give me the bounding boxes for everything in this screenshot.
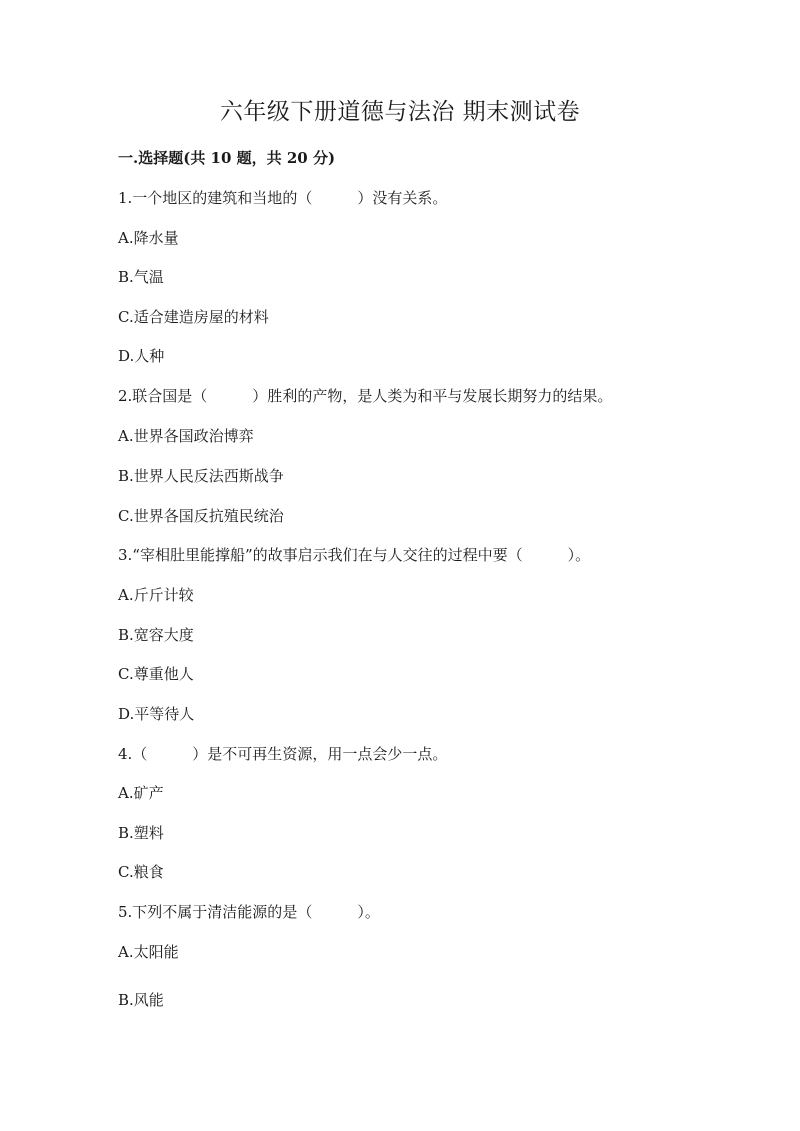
question-option: A.矿产 — [118, 784, 164, 802]
section-heading: 一.选择题(共 10 题，共 20 分) — [118, 149, 336, 167]
question-stem: 3.“宰相肚里能撑船”的故事启示我们在与人交往的过程中要（ ）。 — [118, 546, 591, 564]
question-option: C.尊重他人 — [118, 665, 194, 683]
question-option: C.粮食 — [118, 863, 164, 881]
question-option: A.斤斤计较 — [118, 586, 194, 604]
question-stem: 1.一个地区的建筑和当地的（ ）没有关系。 — [118, 189, 448, 207]
question-option: A.太阳能 — [118, 943, 179, 961]
question-option: B.世界人民反法西斯战争 — [118, 467, 284, 485]
question-option: C.世界各国反抗殖民统治 — [118, 507, 284, 525]
question-option: B.气温 — [118, 268, 164, 286]
question-stem: 4.（ ）是不可再生资源，用一点会少一点。 — [118, 745, 448, 763]
page-title: 六年级下册道德与法治 期末测试卷 — [219, 99, 581, 125]
question-option: B.塑料 — [118, 824, 164, 842]
question-stem: 2.联合国是（ ）胜利的产物，是人类为和平与发展长期努力的结果。 — [118, 387, 613, 405]
question-option: A.世界各国政治博弈 — [118, 427, 254, 445]
question-option: A.降水量 — [118, 229, 179, 247]
question-option: C.适合建造房屋的材料 — [118, 308, 269, 326]
question-option: D.人种 — [118, 347, 165, 365]
question-option: B.宽容大度 — [118, 626, 194, 644]
question-option: D.平等待人 — [118, 705, 195, 723]
question-option: B.风能 — [118, 991, 164, 1009]
question-stem: 5.下列不属于清洁能源的是（ ）。 — [118, 903, 380, 921]
